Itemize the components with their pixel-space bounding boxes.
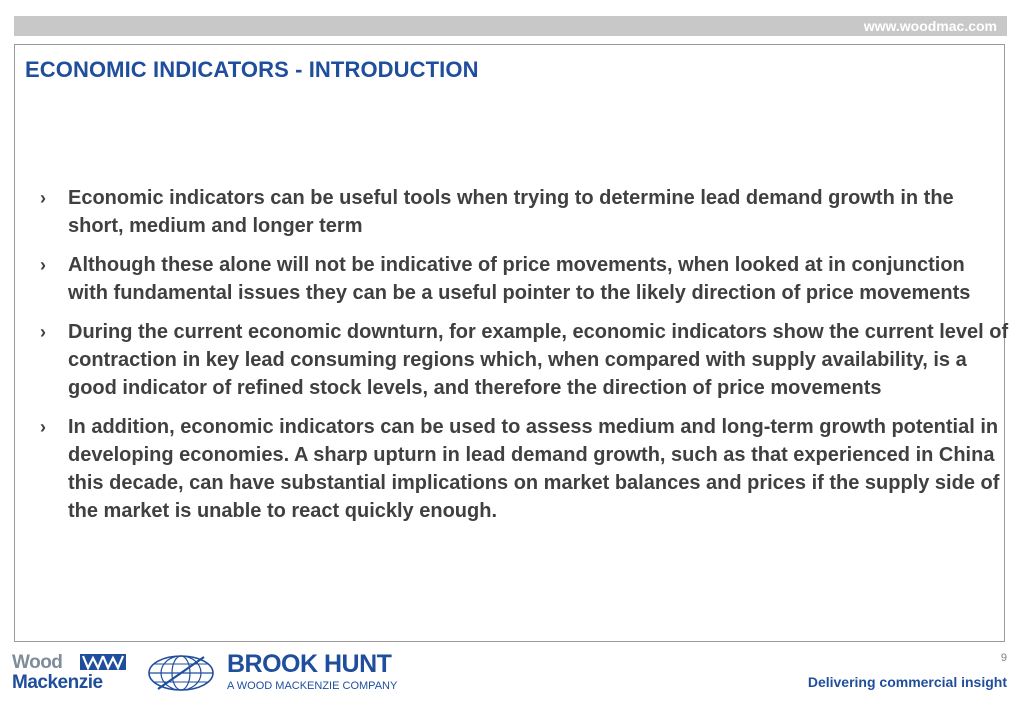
bullet-item [38,413,1010,525]
bullet-text: In addition, economic indicators can be used to assess medium and long-term growth potential in developing economies. A sharp upturn in lead demand growth, such as that experienced in China this decade, can have substantial implications on market balances and prices if the supply side of the market is unable to react quickly enough. [68,416,1000,522]
bullet-text: During the current economic downturn, for example, economic indicators show the current level of contraction in key lead consuming regions which, when compared with supply availability, is a good indicator of refined stock levels, and therefore the direction of price movements [68,321,1009,399]
bullet-text: Economic indicators can be useful tools when trying to determine lead demand growth in the short, medium and longer term [68,187,954,237]
bullet-item [38,184,1010,240]
brook-hunt-logo-name: BROOK HUNT [227,650,392,678]
footer-tagline: Delivering commercial insight [807,674,1007,690]
brook-hunt-globe-icon [146,653,216,693]
wood-mackenzie-w-mark-icon [80,654,126,670]
brook-hunt-logo-subtitle: A WOOD MACKENZIE COMPANY [227,680,398,692]
chevron-right-icon: › [40,255,46,275]
page-number: 9 [1000,652,1007,664]
website-url: www.woodmac.com [863,18,997,34]
bullet-list [38,184,1010,536]
bullet-item [38,318,1010,402]
top-bar [14,16,1007,36]
chevron-right-icon: › [40,322,46,342]
bullet-item [38,251,1010,307]
wood-mackenzie-logo [12,652,128,694]
wm-logo-line1: Wood [12,652,63,673]
wm-logo-line2: Mackenzie [12,672,103,693]
chevron-right-icon: › [40,417,46,437]
bullet-text: Although these alone will not be indicative of price movements, when looked at in conjunction with fundamental issues they can be a useful pointer to the likely direction of price movements [68,254,971,304]
chevron-right-icon: › [40,188,46,208]
slide-title: ECONOMIC INDICATORS - INTRODUCTION [25,57,479,82]
